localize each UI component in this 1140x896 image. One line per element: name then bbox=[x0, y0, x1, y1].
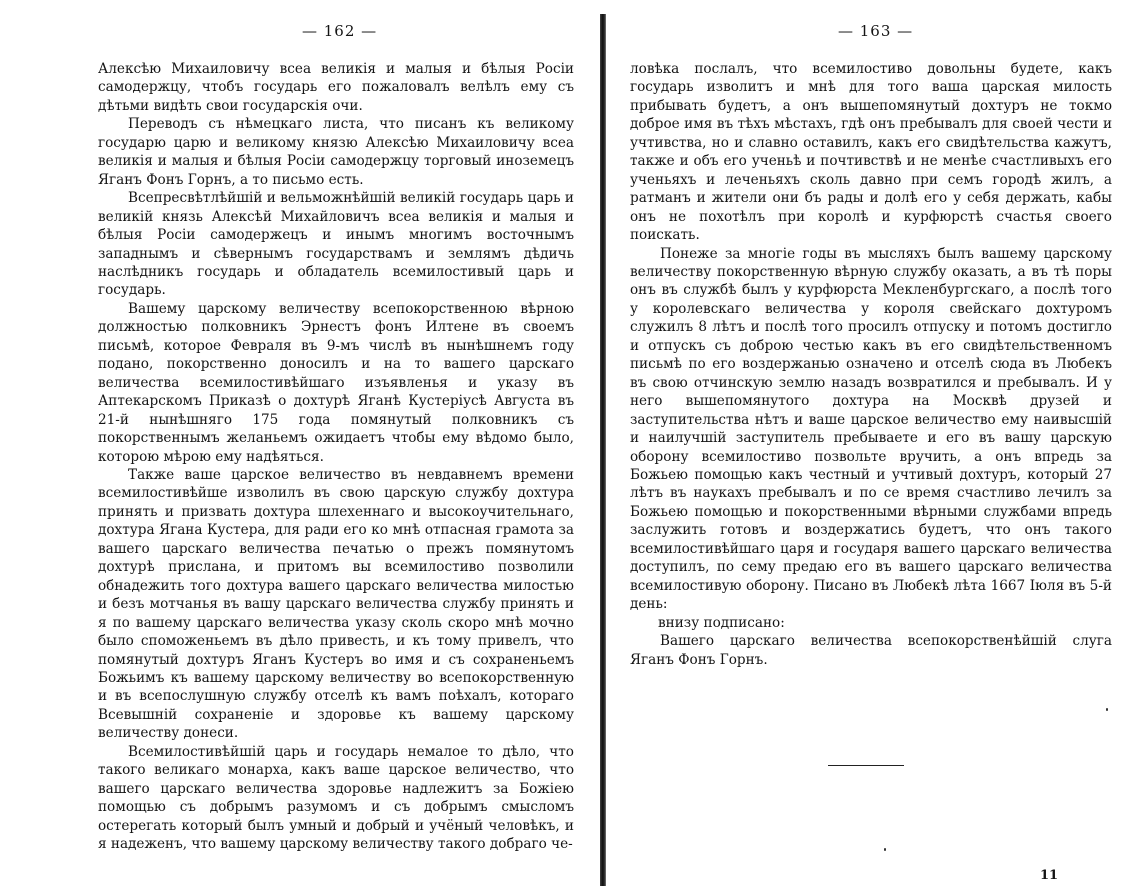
left-page-text bbox=[98, 60, 574, 853]
paragraph: Вашему царскому величеству всепокорственною вѣрною должностью полковникъ Эрнестъ фонъ Илтене въ своемъ письмѣ, которое Февраля въ 9-мъ числѣ въ нынѣшнемъ году подано, покорственно доносилъ и на то вашего царскаго величества всемилостивѣйшаго изъявленья и указу въ Аптекарскомъ Приказѣ о дохтурѣ Яганѣ Кустеріусѣ Августа въ 21-й нынѣшняго 175 года помянутый полковникъ съ покорственнымъ желаньемъ ожидаетъ чтобы ему вѣдомо было, которою мѣрою ему надѣяться. bbox=[98, 300, 574, 465]
paragraph: Переводъ съ нѣмецкаго листа, что писанъ къ великому государю царю и великому князю Алексѣю Михаиловичу всеа великія и малыя и бѣлыя Росіи самодержцу торговый иноземецъ Яганъ Фонъ Горнъ, а то письмо есть. bbox=[98, 116, 574, 188]
sheet-signature-mark: 11 bbox=[1040, 868, 1059, 883]
right-page bbox=[606, 0, 1140, 896]
paragraph: Всемилостивѣйшій царь и государь немалое то дѣло, что такого великаго монарха, какъ ваше царское величество, что вашего царскаго величества здоровье надлежитъ за Божіею помощью съ добрымъ разумомъ и съ добрымъ смысломъ остерегать который былъ умный и добрый и учёный человѣкъ, и я надеженъ, что вашему царскому величеству такого добраго че- bbox=[98, 743, 574, 853]
paragraph: ловѣка послалъ, что всемилостиво довольны будете, какъ государь изволитъ и мнѣ для того ваша царская милость прибывать будетъ, а онъ вышепомянутый дохтуръ не токмо доброе имя въ тѣхъ мѣстахъ, гдѣ онъ пребывалъ для своей чести и учтивства, но и славно оставилъ, какъ его свидѣтельства кажутъ, также и объ его ученьѣ и почтивствѣ и не менѣе счастливыхъ его ученьяхъ и леченьяхъ сколь давно при семъ городѣ жилъ, а ратманъ и жители они бъ рады и долѣ его у себя держать, кабы онъ не похотѣлъ при королѣ и курфюрстѣ счастья своего поискать. bbox=[630, 61, 1112, 244]
page-number-right: — 163 — bbox=[838, 22, 914, 40]
right-page-text bbox=[630, 60, 1112, 669]
signature-label: внизу подписано: bbox=[658, 614, 785, 631]
signature: Вашего царскаго величества всепокорственѣйшій слуга Яганъ Фонъ Горнъ. bbox=[630, 633, 1112, 668]
print-speck bbox=[1106, 708, 1108, 711]
print-speck bbox=[884, 848, 886, 851]
paragraph: Понеже за многіе годы въ мысляхъ былъ вашему царскому величеству покорственную вѣрную службу оказать, а въ тѣ поры онъ въ службѣ былъ у курфюрста Мекленбургскаго, а послѣ того у королевскаго величества у короля свейскаго дохтуромъ служилъ 8 лѣтъ и послѣ того просилъ отпуску и потомъ достигло и отпускъ съ доброю честью какъ въ его свидѣтельственномъ письмѣ по его воздержанью означено и отселѣ сюда въ Любекъ въ свою отчинскую землю назадъ возвратился и пребывалъ. И у него вышепомянутого дохтура на Москвѣ друзей и заступительства нѣтъ и ваше царское величество ему наивысшій и наилучшій заступитель пребываете и его въ вашу царскую оборону всемилостиво позвольте вручить, а онъ впредь за Божьею помощью какъ честный и учтивый дохтуръ, который 27 лѣтъ въ наукахъ пребывалъ и по се время счастливо лечилъ за Божьею помощью и покорственными вѣрными службами впредь заслужить готовъ и воздержатись будетъ, что онъ такого всемилостивѣйшаго царя и государя вашего царскаго величества доступилъ, по сему предаю его въ вашего царскаго величества всемилостивую оборону. Писано въ Любекѣ лѣта 1667 Іюля въ 5-й день: bbox=[630, 245, 1112, 613]
paragraph: Всепресвѣтлѣйшій и вельможнѣйшій великій государь царь и великій князь Алексѣй Михайловичъ всеа великія и малыя и бѣлыя Росіи самодержецъ и инымъ многимъ восточнымъ западнымъ и сѣвернымъ государствамъ и землямъ дѣдичь наслѣдникъ государь и обладатель всемилостивый царь и государь. bbox=[98, 190, 574, 299]
paragraph: Также ваше царское величество въ невдавнемъ времени всемилостивѣйше изволилъ въ свою царскую службу дохтура принять и призвать дохтура шлехеннаго и высокоучительнаго, дохтура Ягана Кустера, для ради его ко мнѣ отпасная грамота за вашего царскаго величества печатью о прежъ помянутомъ дохтурѣ прислана, и притомъ вы всемилостиво позволили обнадежить того дохтура вашего царскаго величества милостью и безъ мотчанья въ вашу царскаго величества службу принять и я по вашему царскаго величества указу сколь скоро мнѣ мочно было споможеньемъ въ дѣло привесть, и къ тому привелъ, что помянутый дохтуръ Яганъ Кустеръ во имя и съ сохраненьемъ Божьимъ къ вашему царскому величеству во всепокорственную и въ всепослушную службу отселѣ къ вамъ поѣхалъ, котораго Всевышній сохраненіе и здоровье къ вашему царскому величеству донеси. bbox=[98, 466, 574, 742]
paragraph: Алексѣю Михаиловичу всеа великія и малыя и бѣлыя Росіи самодержцу, чтобъ государь его пожаловалъ велѣлъ ему съ дѣтьми видѣть свои государскія очи. bbox=[98, 61, 574, 114]
page-number-left: — 162 — bbox=[302, 22, 378, 40]
closing-rule bbox=[828, 765, 904, 766]
